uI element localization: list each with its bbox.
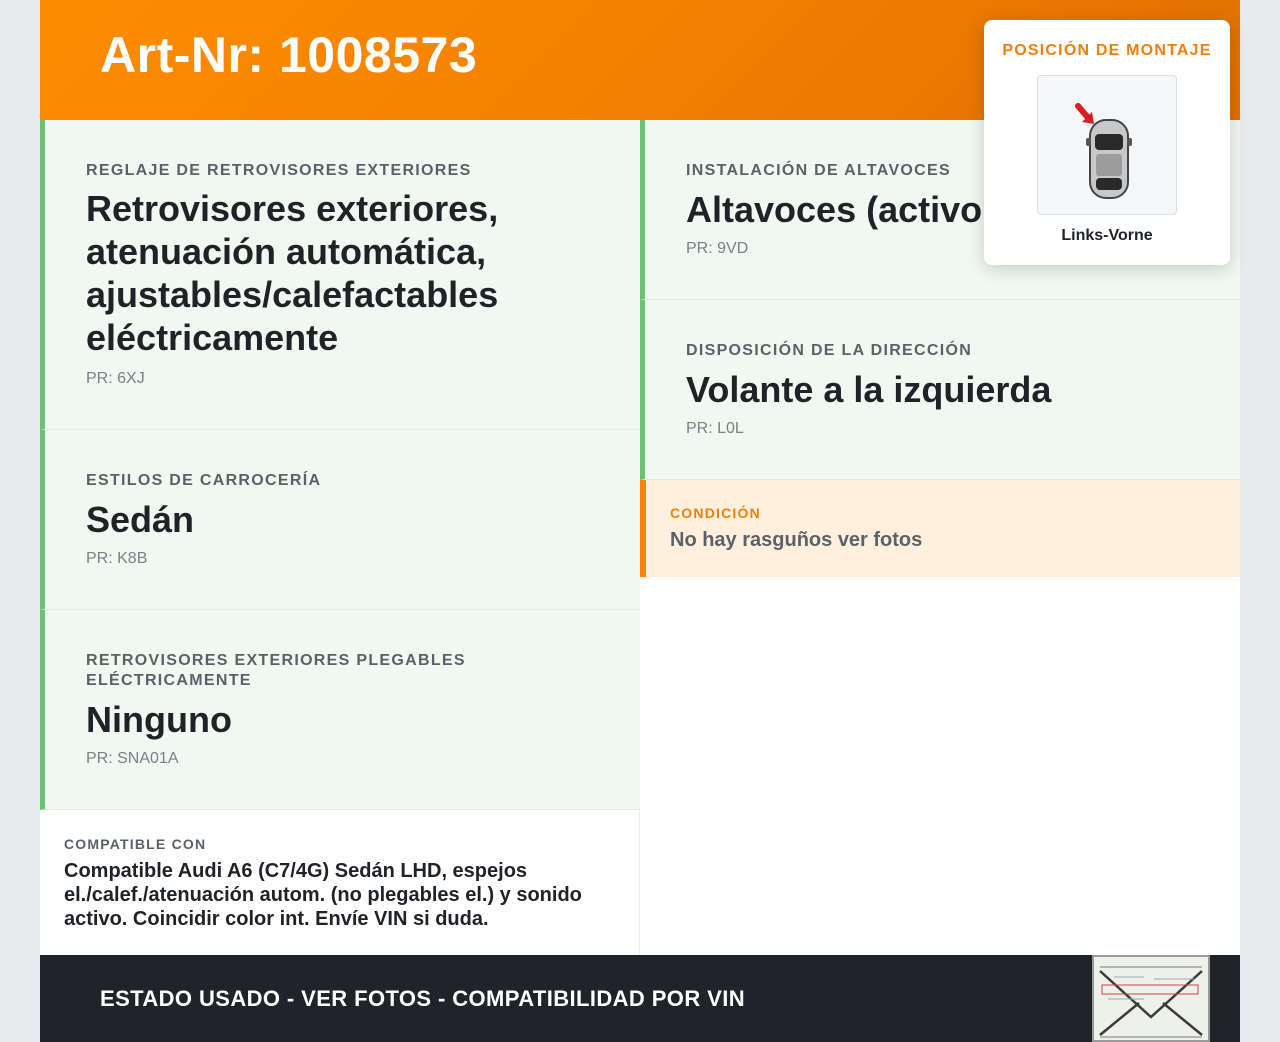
spec-value: Altavoces (activo (686, 189, 983, 230)
footer-text: ESTADO USADO - VER FOTOS - COMPATIBILIDAD POR VIN (100, 986, 745, 1011)
mounting-position-card (984, 20, 1230, 265)
compatibility-box (40, 810, 640, 955)
spec-value: Ninguno (86, 699, 232, 740)
spec-card-mirror-adjustment (40, 120, 640, 430)
spec-label: ESTILOS DE CARROCERÍA (86, 472, 322, 489)
spec-pr-code: PR: K8B (86, 550, 148, 567)
spec-value: Sedán (86, 499, 195, 540)
condition-text: No hay rasguños ver fotos (670, 529, 923, 551)
article-number-title: Art-Nr: 1008573 (100, 27, 478, 83)
spec-card-folding-mirrors (40, 610, 640, 810)
car-top-view-icon (1037, 75, 1177, 215)
spec-value: Retrovisores exteriores, atenuación automática, ajustables/calefactables eléctricamente (86, 188, 499, 358)
footer-bar (40, 955, 1240, 1042)
spec-pr-code: PR: 6XJ (86, 370, 145, 387)
mounting-position-label: POSICIÓN DE MONTAJE (1002, 42, 1212, 59)
spec-label: INSTALACIÓN DE ALTAVOCES (686, 162, 951, 179)
spec-value: Volante a la izquierda (686, 369, 1052, 410)
condition-box (640, 480, 1240, 577)
spec-card-body-style (40, 430, 640, 610)
spec-pr-code: PR: L0L (686, 420, 744, 437)
condition-label: CONDICIÓN (670, 505, 761, 521)
compatibility-label: COMPATIBLE CON (64, 836, 207, 852)
spec-label: RETROVISORES EXTERIORES PLEGABLES ELÉCTRICAMENTE (86, 652, 466, 689)
spec-label: DISPOSICIÓN DE LA DIRECCIÓN (686, 342, 973, 359)
mounting-position-value: Links-Vorne (1061, 227, 1153, 244)
compatibility-text: Compatible Audi A6 (C7/4G) Sedán LHD, espejos el./calef./atenuación autom. (no plegables el.) y sonido activo. Coincidir color int. Envíe VIN si duda. (64, 860, 582, 930)
spec-pr-code: PR: SNA01A (86, 750, 179, 767)
spec-card-steering (640, 300, 1240, 480)
envelope-stamp-icon (1092, 955, 1210, 1042)
spec-label: REGLAJE DE RETROVISORES EXTERIORES (86, 162, 472, 179)
spec-pr-code: PR: 9VD (686, 240, 749, 257)
